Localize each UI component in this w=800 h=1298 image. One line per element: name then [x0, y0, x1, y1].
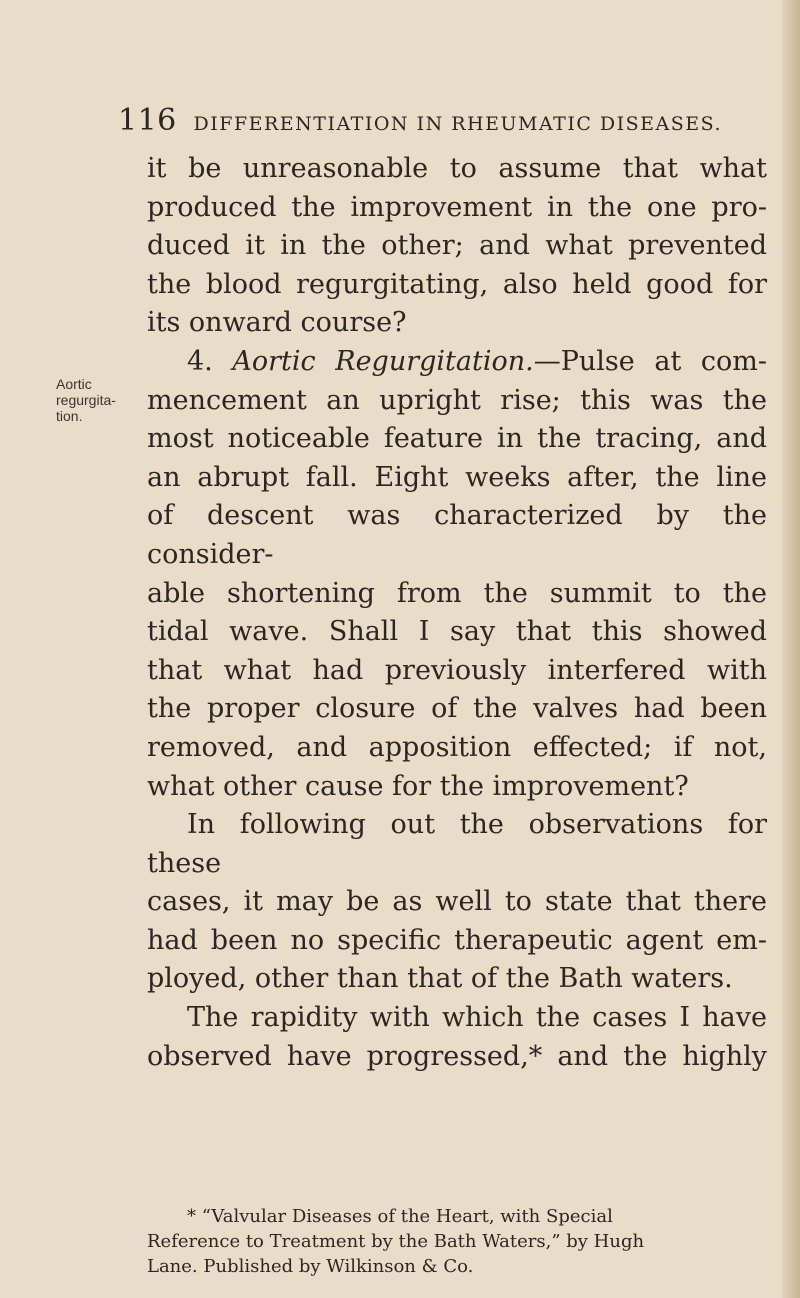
margin-note-line: Aortic — [56, 376, 92, 392]
text-line: the blood regurgitating, also held good for — [147, 268, 767, 300]
text-line: In following out the observations for these — [147, 809, 767, 879]
text-line: mencement an upright rise; this was the — [147, 384, 767, 416]
text-line: The rapidity with which the cases I have — [187, 1002, 767, 1034]
text-line: ployed, other than that of the Bath waters. — [147, 963, 733, 995]
section-heading-line — [147, 343, 767, 382]
footnote — [147, 1204, 767, 1279]
text-line: tidal wave. Shall I say that this showed — [147, 616, 767, 648]
text-line: of descent was characterized by the consider- — [147, 500, 767, 570]
text-line: its onward course? — [147, 307, 407, 339]
text-line: that what had previously interfered with — [147, 654, 767, 686]
text-line: observed have progressed,* and the highly — [147, 1040, 767, 1072]
text-line: had been no specific therapeutic agent em- — [147, 924, 767, 956]
margin-note-line: tion. — [56, 408, 83, 424]
text-line: what other cause for the improvement? — [147, 770, 689, 802]
text-line: produced the improvement in the one pro- — [147, 191, 767, 223]
text-line: duced it in the other; and what prevented — [147, 230, 767, 262]
text-line: most noticeable feature in the tracing, and — [147, 423, 767, 455]
running-header — [118, 103, 722, 138]
margin-note-line: regurgita- — [56, 392, 116, 408]
text-line: the proper closure of the valves had been — [147, 693, 767, 725]
text-line: able shortening from the summit to the — [147, 577, 767, 609]
section-heading: Aortic Regurgitation. — [232, 345, 534, 377]
running-title: DIFFERENTIATION IN RHEUMATIC DISEASES. — [193, 113, 723, 135]
body-text — [147, 150, 767, 1076]
page-edge-shadow — [782, 0, 800, 1298]
text-line: it be unreasonable to assume that what — [147, 153, 767, 184]
page-number: 116 — [118, 103, 177, 138]
section-number: 4. — [187, 345, 213, 377]
footnote-line: Lane. Published by Wilkinson & Co. — [147, 1256, 474, 1277]
footnote-line: * “Valvular Diseases of the Heart, with Special — [187, 1206, 613, 1227]
text-line: cases, it may be as well to state that there — [147, 886, 767, 918]
text-line: an abrupt fall. Eight weeks after, the line — [147, 461, 767, 493]
footnote-line: Reference to Treatment by the Bath Waters,” by Hugh — [147, 1231, 645, 1252]
margin-note — [56, 376, 146, 424]
text-fragment: —Pulse at com- — [533, 345, 767, 377]
text-line: removed, and apposition effected; if not, — [147, 731, 767, 763]
